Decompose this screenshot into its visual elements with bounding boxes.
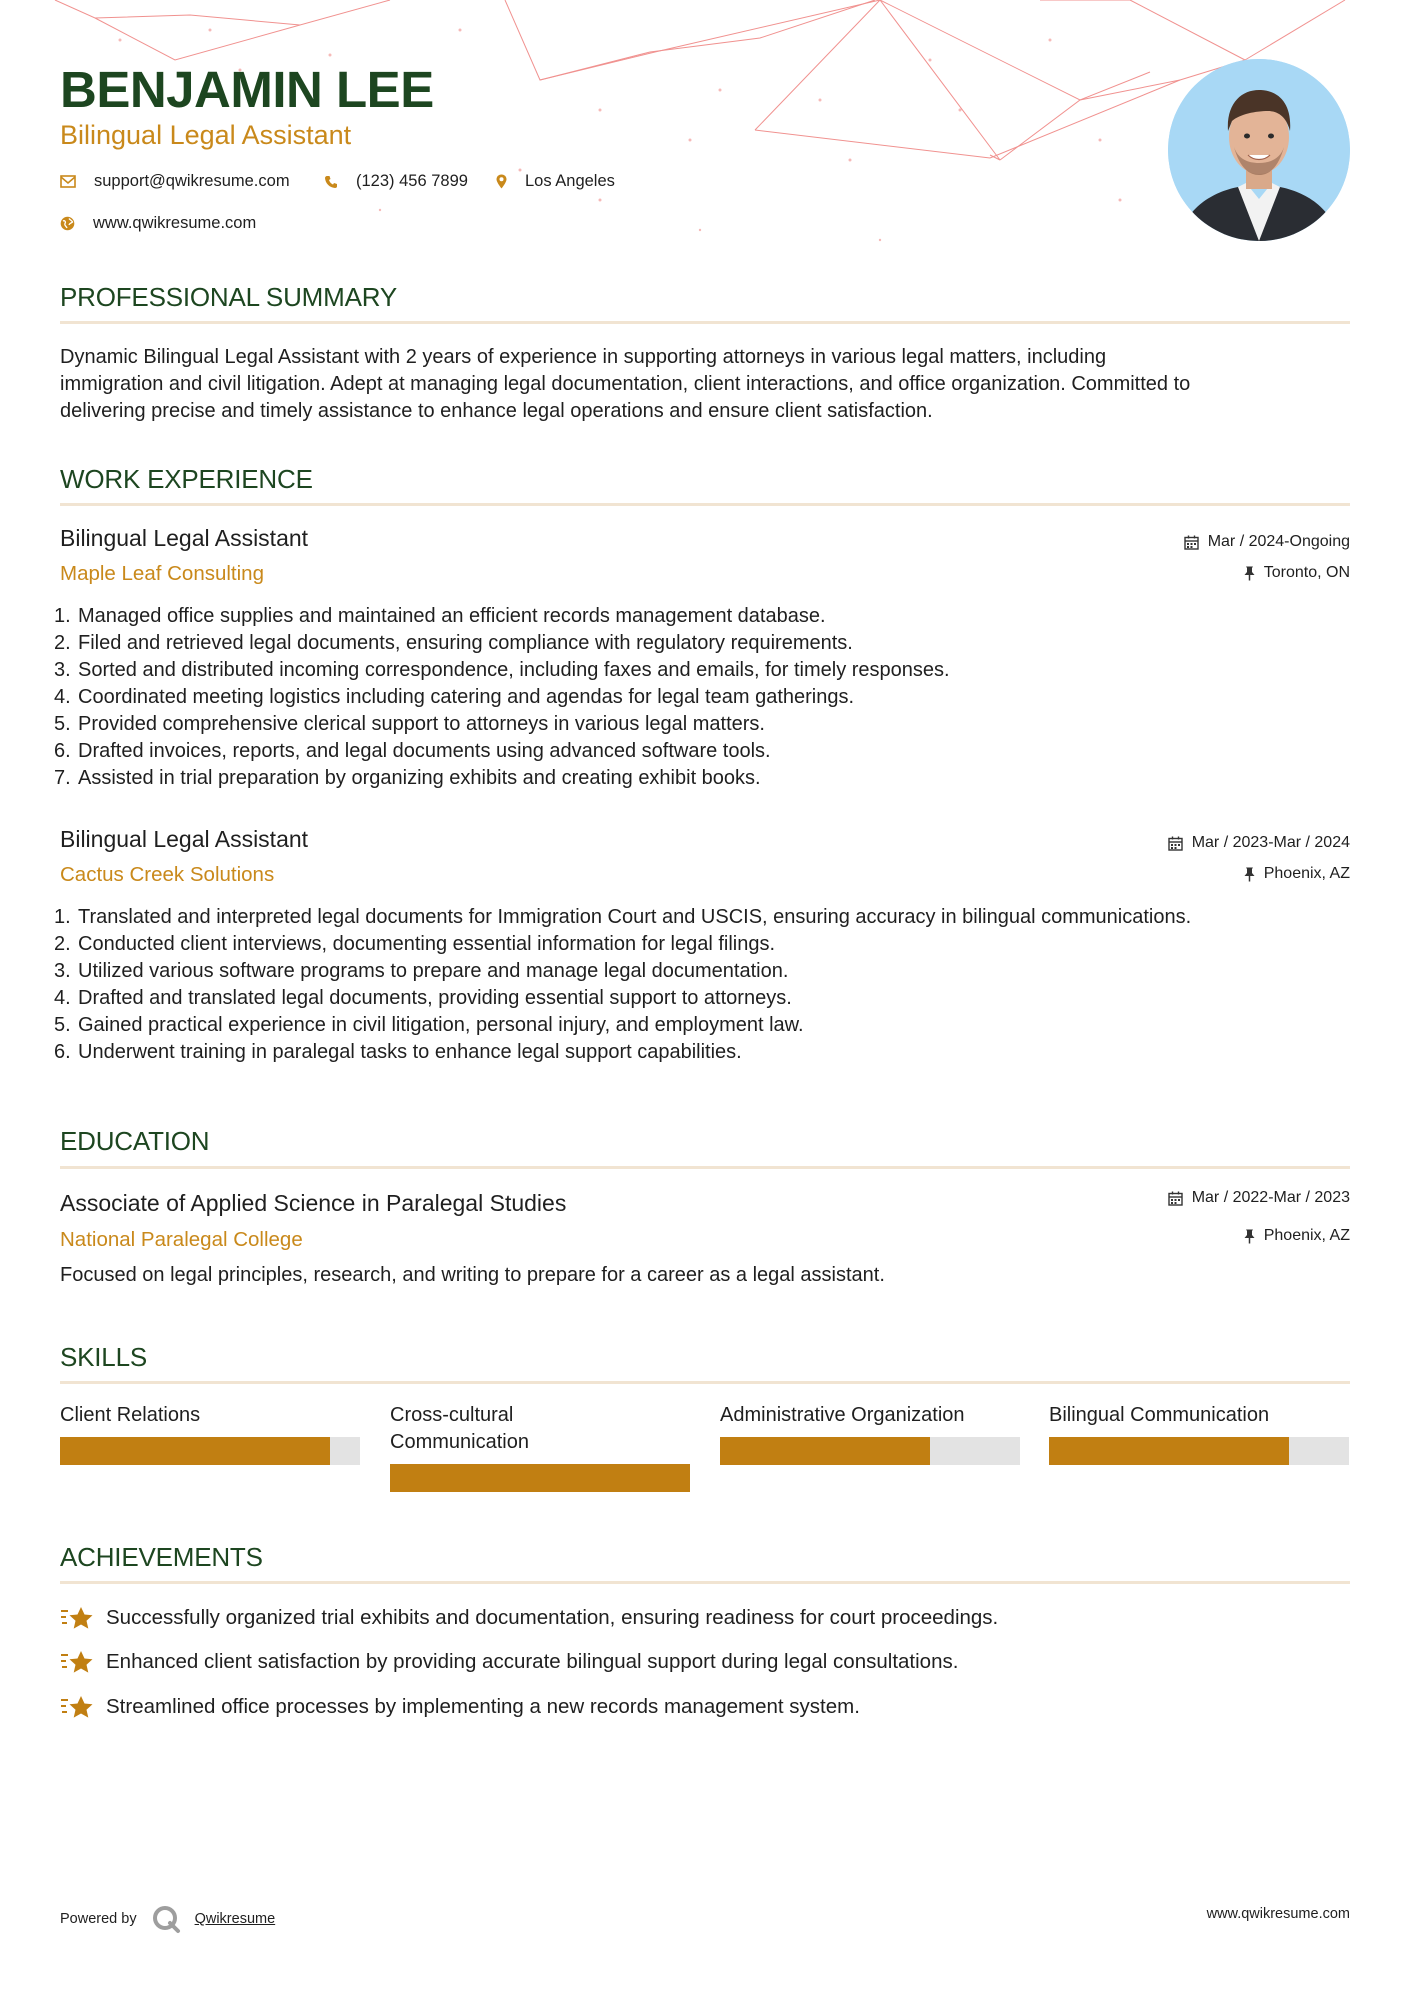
education-location-text: Phoenix, AZ [1263,1227,1350,1244]
contact-location [496,172,615,191]
achievement-item [60,1694,860,1720]
school-name: National Paralegal College [60,1228,303,1251]
job-company: Cactus Creek Solutions [60,863,275,886]
achievement-item [60,1605,998,1631]
qwikresume-link[interactable]: Qwikresume [194,1911,276,1927]
skill-bar-fill [390,1464,690,1492]
education-location [1244,1227,1350,1245]
job-company: Maple Leaf Consulting [60,562,264,585]
section-title-summary: PROFESSIONAL SUMMARY [60,282,397,312]
list-item: Provided comprehensive clerical support to attorneys in various legal matters. [78,713,765,735]
candidate-headline: Bilingual Legal Assistant [60,120,352,150]
achievement-item [60,1649,958,1675]
calendar-icon [1168,836,1183,851]
job-dates-text: Mar / 2023-Mar / 2024 [1191,834,1350,851]
education-description: Focused on legal principles, research, and writing to prepare for a career as a legal assistant. [60,1264,885,1286]
list-item: Gained practical experience in civil litigation, personal injury, and employment law. [78,1014,804,1036]
skill-bar-track [720,1437,1020,1465]
job-location-text: Toronto, ON [1263,564,1350,581]
list-item: Drafted invoices, reports, and legal documents using advanced software tools. [78,740,771,762]
skill-bar-track [1049,1437,1349,1465]
skill-item [720,1402,1020,1465]
pushpin-icon [1244,867,1255,882]
skill-name: Cross-cultural Communication [390,1404,529,1453]
job-title: Bilingual Legal Assistant [60,826,309,852]
job-location [1244,564,1350,582]
job-bullets [60,904,1378,1066]
contact-phone[interactable] [324,172,468,191]
contact-website[interactable] [60,214,256,233]
skill-item [390,1402,690,1492]
list-item: Sorted and distributed incoming correspondence, including faxes and emails, for timely responses. [78,659,950,681]
list-item: Conducted client interviews, documenting essential information for legal filings. [78,933,776,955]
achievement-text: Enhanced client satisfaction by providing accurate bilingual support during legal consultations. [106,1650,959,1673]
skill-bar-fill [720,1437,930,1465]
phone-icon [324,175,338,189]
star-award-icon [60,1605,94,1631]
envelope-icon [60,175,76,188]
phone-text: (123) 456 7899 [356,172,468,190]
job-dates [1168,834,1350,852]
calendar-icon [1168,1191,1183,1206]
list-item: Filed and retrieved legal documents, ensuring compliance with regulatory requirements. [78,632,853,654]
section-divider [60,1381,1350,1384]
contact-email[interactable] [60,172,290,191]
email-text: support@qwikresume.com [94,172,290,190]
list-item: Underwent training in paralegal tasks to enhance legal support capabilities. [78,1041,742,1063]
summary-line: Dynamic Bilingual Legal Assistant with 2 years of experience in supporting attorneys in various legal matters, including [60,346,1107,368]
portrait-image [1168,59,1350,241]
footer-website[interactable]: www.qwikresume.com [1206,1906,1350,1922]
pushpin-icon [1244,566,1255,581]
website-text: www.qwikresume.com [93,214,257,232]
skill-item [1049,1402,1349,1465]
skill-item [60,1402,360,1465]
section-title-skills: SKILLS [60,1342,147,1372]
skill-name: Administrative Organization [720,1404,965,1426]
job-location-text: Phoenix, AZ [1263,865,1350,882]
achievement-text: Streamlined office processes by implementing a new records management system. [106,1695,860,1718]
qwikresume-logo-icon [151,1904,181,1934]
map-pin-icon [496,174,507,189]
summary-line: delivering precise and timely assistance to enhance legal operations and ensure client satisfaction. [60,400,933,422]
list-item: Assisted in trial preparation by organizing exhibits and creating exhibit books. [78,767,761,789]
skill-name: Client Relations [60,1404,201,1426]
job-dates-text: Mar / 2024-Ongoing [1207,533,1350,550]
skill-bar-track [60,1437,360,1465]
pushpin-icon [1244,1229,1255,1244]
list-item: Coordinated meeting logistics including catering and agendas for legal team gatherings. [78,686,855,708]
summary-text [60,344,1350,425]
section-title-experience: WORK EXPERIENCE [60,464,313,494]
section-divider [60,1581,1350,1584]
summary-line: immigration and civil litigation. Adept at managing legal documentation, client interactions, and office organization. Committed to [60,373,1191,395]
list-item: Utilized various software programs to prepare and manage legal documentation. [78,960,789,982]
job-title: Bilingual Legal Assistant [60,525,309,551]
skill-bar-fill [60,1437,330,1465]
job-bullets [60,603,1378,792]
section-title-education: EDUCATION [60,1126,210,1156]
powered-by-label: Powered by [60,1911,137,1927]
section-title-achievements: ACHIEVEMENTS [60,1542,263,1572]
candidate-name: BENJAMIN LEE [60,61,434,118]
education-dates [1168,1189,1350,1207]
location-text: Los Angeles [525,172,615,190]
star-award-icon [60,1694,94,1720]
star-award-icon [60,1649,94,1675]
section-divider [60,321,1350,324]
calendar-icon [1184,535,1199,550]
list-item: Managed office supplies and maintained an efficient records management database. [78,605,826,627]
section-divider [60,503,1350,506]
job-location [1244,865,1350,883]
skill-name: Bilingual Communication [1049,1404,1270,1426]
profile-photo [1168,59,1350,241]
list-item: Drafted and translated legal documents, providing essential support to attorneys. [78,987,792,1009]
job-dates [1184,533,1350,551]
skill-bar-track [390,1464,690,1492]
section-divider [60,1166,1350,1169]
degree-title: Associate of Applied Science in Paralegal Studies [60,1190,567,1216]
list-item: Translated and interpreted legal documents for Immigration Court and USCIS, ensuring accuracy in bilingual communications. [78,906,1192,928]
achievement-text: Successfully organized trial exhibits and documentation, ensuring readiness for court proceedings. [106,1606,999,1629]
globe-icon [60,216,75,231]
skill-bar-fill [1049,1437,1289,1465]
education-dates-text: Mar / 2022-Mar / 2023 [1191,1189,1350,1206]
footer-powered-by [60,1904,275,1934]
